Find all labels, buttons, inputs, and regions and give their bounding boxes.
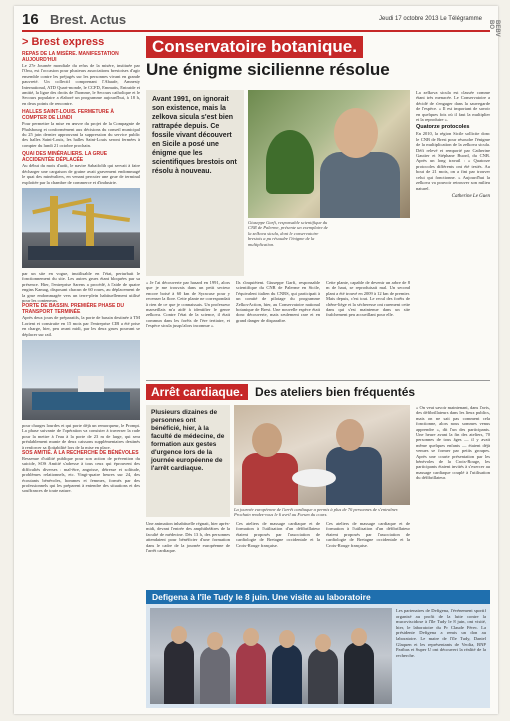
article-photo <box>234 405 410 505</box>
brief-repas-misere <box>22 51 140 106</box>
photo-caption: La journée européenne de l'arrêt cardiaque a permis à plus de 70 personnes de s'entraîner. Prochain rendez-vous le 6 avril au Forum du cours. <box>234 507 399 518</box>
article-lead-box <box>146 90 244 276</box>
brief-porte-bassin <box>22 303 140 337</box>
page-number: 16 <box>22 11 39 28</box>
dateline: Jeudi 17 octobre 2013 Le Télégramme <box>379 16 482 22</box>
brief-continued: pour charges lourdes et qui porte déjà un remorqueur, le Prompt. La phase suivante de l'opération va consister à traverser la rade pour la mettre à l'eau à la porte de 23 m de large, qui sera préalablement munie de deux caissons supplémentaires destinés à renforcer sa flottabilité lors de la mise en place. <box>22 422 140 450</box>
side-mark: BEBV BO <box>488 20 500 37</box>
photo-caption: Giuseppe Garfi, responsable scientifique du CNR de Palerme, présente un exemplaire de la zelkova sicula, dont le conservatoire brestois a pu résoudre l'énigme de la multiplication. <box>248 220 328 247</box>
section-title: Brest. Actus <box>50 12 127 27</box>
brief-text: Le 27e Journée mondiale du refus de la misère, instituée par l'Onu, est l'occasion pour plusieurs associations brestoises d'agir ensemble contre les préjugés sur les personnes vivant en grande pauvreté. Un collectif comprenant l'Abaafe, Amnesty International, ATD Quart-monde, le CCFD, Emmaüs, Entraide et amitié, la ligue des droits de l'homme, le Secours catholique et le Secours populaire a élaboré un programme aujourd'hui, à 18 h, en deux points de rencontre. <box>22 63 140 106</box>
article-text: La zelkova sicula est classée comme étant très menacée. Le Conservatoire a décidé de s'engager dans la sauvegarde de l'espèce. « Il est important de savoir en quelques fois où il faut la multiplier et la reproduire ». <box>416 90 490 123</box>
article-text: En 2010, la région Sicile sollicite donc le CNB de Brest pour résoudre l'énigme de la multiplication de la zelkova sicula. Défi relevé et remporté par Catherine Gautier et Stéphane Buord, du CNB. Après un long travail : « Quatorze protocoles différents ont été testés. Au bout de 21 mois, on a fini par trouver celui qui fonctionne. » Aujourd'hui la zelkova va pouvoir retrouver son milieu naturel. <box>416 131 490 191</box>
article-column-1: « Je l'ai découverte par hasard en 1991, alors que je me trouvais dans un petit secteur encore boisé à 60 km de Syracuse pour y recenser la flore. Cette plante ne correspondait à rien de ce que je connaissais. Un professeur marseillais m'a aidé à identifier le genre zelkova. Contre l'état de la science, il était commun dans les forêts de l'ère tertiaire, et l'espèce sicula jusqu'alors inconnue ». <box>146 280 230 329</box>
brief-text: Après deux jours de préparatifs, la porte de bassin destinée à TM Lorient et construite en 15 mois par l'entreprise CIB a été prise en charge, hier, peu avant midi, par les deux grues pouvant se déplacer sur rail. <box>22 315 140 337</box>
article-text: Les partenaires de Defigena, l'événement sportif organisé au profit de la lutte contre la mucoviscidose à l'île Tudy le 8 juin, ont visité, hier, le laboratoire du Pr Claude Férec. La présidente Defigena a remis un don au laboratoire. Le maire de l'île Tudy, Daniel Glaquen et les représentants de Veolia, BNP Paribas et Super U ont découvert la réalité de la recherche. <box>396 608 486 658</box>
article-headline: Conservatoire botanique. <box>146 36 363 58</box>
article-subhead: Quatorze protocoles <box>416 124 470 131</box>
article-photo <box>248 90 410 218</box>
brief-quai <box>22 151 140 185</box>
brest-express-title: > Brest express <box>22 36 105 48</box>
article-headline: Arrêt cardiaque. <box>146 384 248 400</box>
article-defigena <box>146 590 490 708</box>
article-headline: Defigena à l'île Tudy le 8 juin. Une visite au laboratoire <box>146 590 490 604</box>
brief-halles <box>22 109 140 148</box>
brief-text: Ressenue d'utilité publique pour son action de prévention du suicide, SOS Amitié s'adresse à tous ceux qui éprouvent des difficultés diverses : mal-être, angoisse, détresse et solitude, problèmes relationnels, etc. Vingt-quatre heures sur 24, des écoutants bénévoles, hommes et femmes, formés par des professionnels qui les préparent à entendre des situations et des souffrances de toute nature. <box>22 456 140 494</box>
newspaper-page <box>14 6 498 714</box>
article-signature: Catherine Le Guen <box>451 193 490 199</box>
article-text-column <box>396 608 486 706</box>
article-right-column <box>416 90 490 376</box>
brief-head: SOS AMITIÉ. À LA RECHERCHE DE BÉNÉVOLES <box>22 450 139 456</box>
brief-text: Pour permettre la mise en œuvre du projet de la Compagnie de Phalsbourg et conformément aux décisions du conseil municipal du 25 juin dernier approuvant la suppression du service public des halles Saint-Louis, les halles Saint-Louis seront fermées à compter du lundi 21 octobre prochain. <box>22 121 140 148</box>
article-column-3: Cette plante, capable de devenir un arbre de 8 m de haut, se reproduisait mal. Un second plant a été trouvé en 2009 à 12 km de premier. Mais depuis, c'est tout. Le recul des forêts de chêne-liège et la sécheresse ont rarement cette dans qui s'est maintenue dans un site fraîchement peu accueillant pour elle. <box>326 280 410 318</box>
brief-head: HALLES SAINT-LOUIS. FERMETURE À COMPTER DE LUNDI <box>22 109 114 122</box>
article-lead: Plusieurs dizaines de personnes ont bénéficié, hier, à la faculté de médecine, de formation aux gestes d'urgence lors de la journée européenne de l'arrêt cardiaque. <box>151 409 225 472</box>
article-lead: Avant 1991, on ignorait son existence, mais la zelkova sicula s'est bien rattrapée depuis. Ce fossile vivant découvert en Sicile a posé une énigme que les scientifiques brestois ont résolu à nouveau. <box>152 96 237 175</box>
article-column-2: Ces ateliers de massage cardiaque et de formation à l'utilisation d'un défibrillateur étaient proposés par l'association de cardiologie de Bretagne occidentale et la Croix-Rouge française. <box>236 521 320 548</box>
brief-head: QUAI DES MINÉRALIERS. LA GRUE ACCIDENTÉE DÉPLACÉE <box>22 151 108 164</box>
brief-continued: par un site en vogue, inutilisable en l'état, perturbait le fonctionnement du site. Les autres grues étant bloquées par sa présence. Hier, l'entreprise Sarens a procédé, à l'aide de quatre engins Kamag, disposant chacun de 60 roues, au déplacement de la grue endommagée vers un terre-plein habituellement utilisé pour les conteneurs. <box>22 270 140 303</box>
crane-photo <box>22 188 140 268</box>
group-photo <box>150 608 392 704</box>
brest-express-column <box>22 36 140 706</box>
brief-sos-amitie <box>22 450 140 494</box>
article-conservatoire <box>146 36 490 376</box>
article-arret-cardiaque <box>146 380 490 586</box>
article-column-3: Ces ateliers de massage cardiaque et de formation à l'utilisation d'un défibrillateur étaient proposés par l'association de cardiologie de Bretagne occidentale et la Croix-Rouge française. <box>326 521 410 548</box>
brief-text: Au début du mois d'août, le navire Sabaifolth qui servait à faire décharger une cargaison de graine avait gravement endommagé le quai des minéraliers, en venant percuter une grue de terminal exploitée par la chambre de commerce et d'industrie. <box>22 163 140 185</box>
ship-photo <box>22 340 140 420</box>
page-header <box>22 10 500 37</box>
article-subheadline: Des ateliers bien fréquentés <box>255 385 416 399</box>
article-column-1: Une animation inhabituelle régnait, hier après-midi, devant l'entrée des amphithéâtres de la faculté de médecine. Dès 13 h, des personnes attendaient pour bénéficier d'une formation dans le cadre de la journée européenne de l'arrêt cardiaque. <box>146 521 230 554</box>
article-text: « On veut savoir maintenant, dans l'avis, des défibrillateurs dans les lieux publics, mais on ne sait pas comment cela fonctionne, alors nous sommes venus apprendre », dit l'un des participants. Une heure avant la fin des ateliers, 70 personnes de tous âges — il y avait même quelques enfants — étaient déjà venues se former par petits groupes. Après une courte présentation par les bénévoles de la Croix-Rouge, les participants étaient invités à s'exercer au massage cardiaque couplé à l'utilisation du défibrillateur. <box>416 405 490 481</box>
brief-head: PORTE DE BASSIN. PREMIÈRE PHASE DU TRANSPORT TERMINÉE <box>22 303 124 316</box>
article-right-column <box>416 405 490 585</box>
brief-head: REPAS DE LA MISÈRE. MANIFESTATION AUJOURD'HUI <box>22 51 119 63</box>
article-lead-box <box>146 405 230 517</box>
article-subheadline: Une énigme sicilienne résolue <box>146 60 390 79</box>
article-column-2: Ils s'inquiètent. Giuseppe Garfi, responsable scientifique du CNR de Palerme en Sicile, l'équivalent italien du CNRS, qui participait à un comité de pilotage du programme ZelkovAction, hier, au Conservatoire national botanique de Brest. Une nouvelle espèce était donc découverte, mais seulement rare et en grand danger de disparaître. <box>236 280 320 323</box>
